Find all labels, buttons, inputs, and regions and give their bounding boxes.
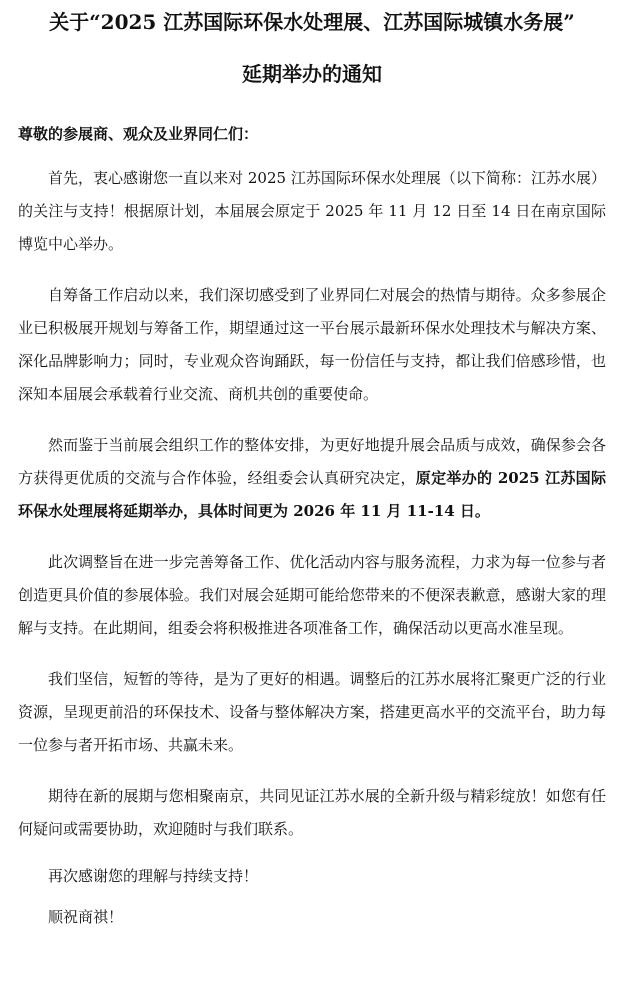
salutation: 尊敬的参展商、观众及业界同仁们：: [18, 125, 259, 143]
paragraph-outlook: 我们坚信，短暂的等待，是为了更好的相遇。调整后的江苏水展将汇聚更广泛的行业资源，呈现更前沿的环保技术、设备与整体解决方案，搭建更高水平的交流平台，助力每一位参与者开拓市场、共赢未来。: [18, 670, 606, 754]
notice-title-line2: 延期举办的通知: [242, 62, 382, 86]
notice-title-line1: 关于“2025 江苏国际环保水处理展、江苏国际城镇水务展”: [49, 10, 575, 34]
paragraph-preparation: 自筹备工作启动以来，我们深切感受到了业界同仁对展会的热情与期待。众多参展企业已积极展开规划与筹备工作，期望通过这一平台展示最新环保水处理技术与解决方案、深化品牌影响力；同时，专业观众咨询踊跃，每一份信任与支持，都让我们倍感珍惜，也深知本届展会承载着行业交流、商机共创的重要使命。: [18, 286, 606, 403]
postponement-decision-text: 原定举办的 2025 江苏国际环保水处理展将延期举办，具体时间更为 2026 年 11 月 11-14 日。: [18, 469, 606, 520]
paragraph-contact: 期待在新的展期与您相聚南京，共同见证江苏水展的全新升级与精彩绽放！如您有任何疑问或需要协助，欢迎随时与我们联系。: [18, 787, 606, 838]
closing-greeting: 顺祝商祺！: [48, 908, 124, 926]
paragraph-postponement: [18, 429, 606, 528]
postponement-reason-text: 然而鉴于当前展会组织工作的整体安排，为更好地提升展会品质与成效，确保参会各方获得更优质的交流与合作体验，经组委会认真研究决定，: [18, 436, 606, 487]
paragraph-adjustment: 此次调整旨在进一步完善筹备工作、优化活动内容与服务流程，力求为每一位参与者创造更具价值的参展体验。我们对展会延期可能给您带来的不便深表歉意，感谢大家的理解与支持。在此期间，组委会将积极推进各项准备工作，确保活动以更高水准呈现。: [18, 553, 606, 637]
paragraph-thanks: 首先，衷心感谢您一直以来对 2025 江苏国际环保水处理展（以下简称：江苏水展）的关注与支持！根据原计划，本届展会原定于 2025 年 11 月 12 日至 14 日在南京国际博览中心举办。: [18, 169, 606, 253]
paragraph-thanks-again: 再次感谢您的理解与持续支持！: [48, 867, 259, 885]
